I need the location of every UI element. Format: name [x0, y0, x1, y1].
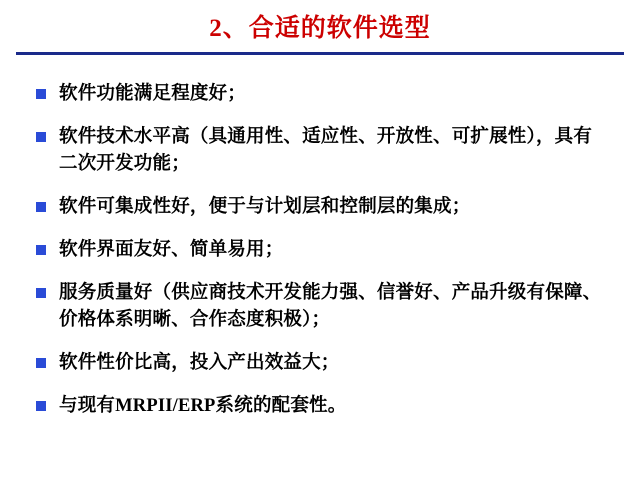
square-bullet-icon: [36, 89, 46, 99]
list-item-label: 软件技术水平高（具通用性、适应性、开放性、可扩展性），具有二次开发功能；: [59, 127, 593, 174]
square-bullet-icon: [36, 132, 46, 142]
list-item-label: 软件性价比高，投入产出效益大；: [59, 352, 340, 373]
list-item-label: 软件可集成性好，便于与计划层和控制层的集成；: [59, 196, 471, 217]
bullet-list: [0, 55, 640, 419]
square-bullet-icon: [36, 288, 46, 298]
list-item-label: 与现有MRPII/ERP系统的配套性。: [59, 396, 347, 417]
list-item-label: 软件功能满足程度好；: [59, 84, 247, 104]
list-item: [36, 81, 604, 107]
list-item-label: 软件界面友好、简单易用；: [59, 240, 284, 261]
square-bullet-icon: [36, 245, 46, 255]
square-bullet-icon: [36, 401, 46, 411]
list-item: [36, 237, 604, 263]
list-item: [36, 280, 604, 333]
list-item: [36, 393, 604, 419]
square-bullet-icon: [36, 202, 46, 212]
list-item: [36, 350, 604, 376]
list-item-label: 服务质量好（供应商技术开发能力强、信誉好、产品升级有保障、价格体系明晰、合作态度积极）；: [59, 283, 602, 330]
square-bullet-icon: [36, 358, 46, 368]
list-item: [36, 194, 604, 220]
page-title: 2、合适的软件选型: [209, 15, 431, 42]
list-item: [36, 124, 604, 177]
